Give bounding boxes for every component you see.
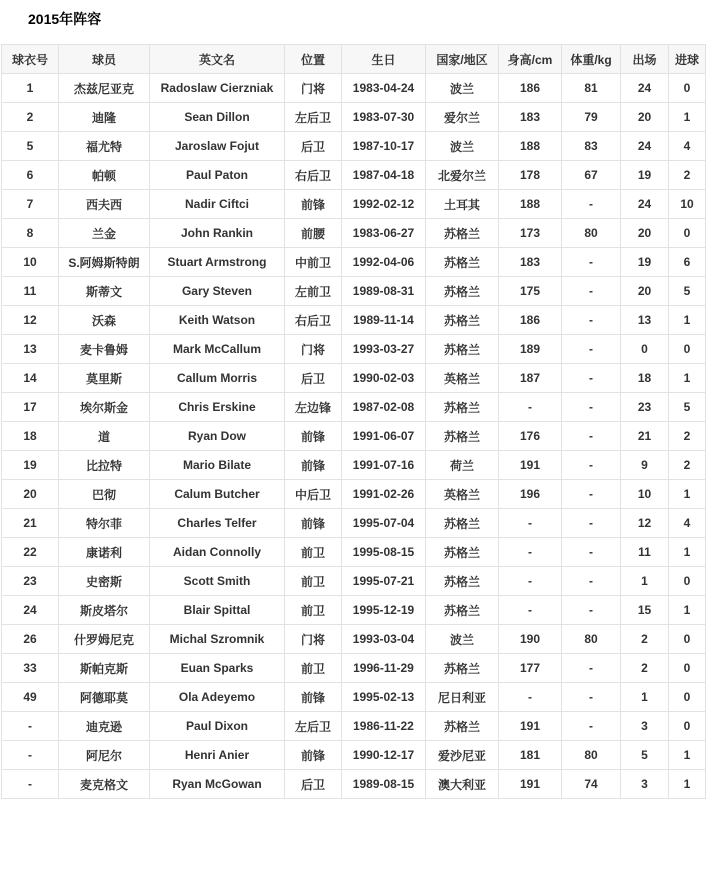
cell-country: 苏格兰 [426,567,499,596]
cell-weight: 81 [562,74,621,103]
header-row [2,45,706,74]
table-row [2,567,706,596]
cell-country: 苏格兰 [426,422,499,451]
cell-appearances: 20 [621,103,669,132]
cell-english-name: Mario Bilate [150,451,285,480]
cell-position: 前卫 [285,567,342,596]
cell-english-name: Aidan Connolly [150,538,285,567]
cell-jersey-number: 12 [2,306,59,335]
cell-country: 波兰 [426,132,499,161]
cell-goals: 5 [669,277,706,306]
cell-country: 爱沙尼亚 [426,741,499,770]
cell-weight: 80 [562,219,621,248]
table-row [2,625,706,654]
cell-player-name: 特尔菲 [59,509,150,538]
cell-jersey-number: - [2,741,59,770]
cell-weight: - [562,277,621,306]
cell-height: 188 [499,190,562,219]
cell-english-name: Chris Erskine [150,393,285,422]
cell-height: - [499,393,562,422]
cell-player-name: 比拉特 [59,451,150,480]
cell-position: 门将 [285,335,342,364]
cell-appearances: 18 [621,364,669,393]
cell-player-name: 沃森 [59,306,150,335]
cell-goals: 2 [669,422,706,451]
cell-position: 前锋 [285,741,342,770]
column-header-goals: 进球 [669,45,706,74]
cell-player-name: 斯皮塔尔 [59,596,150,625]
cell-appearances: 15 [621,596,669,625]
cell-player-name: S.阿姆斯特朗 [59,248,150,277]
column-header-english-name: 英文名 [150,45,285,74]
cell-player-name: 帕顿 [59,161,150,190]
cell-appearances: 23 [621,393,669,422]
cell-goals: 6 [669,248,706,277]
cell-player-name: 斯蒂文 [59,277,150,306]
cell-country: 土耳其 [426,190,499,219]
cell-height: - [499,509,562,538]
cell-jersey-number: - [2,770,59,799]
cell-english-name: Scott Smith [150,567,285,596]
cell-birthday: 1986-11-22 [342,712,426,741]
cell-country: 爱尔兰 [426,103,499,132]
cell-country: 尼日利亚 [426,683,499,712]
cell-height: 188 [499,132,562,161]
column-header-player: 球员 [59,45,150,74]
cell-english-name: Gary Steven [150,277,285,306]
cell-height: 173 [499,219,562,248]
cell-jersey-number: 33 [2,654,59,683]
cell-height: 191 [499,712,562,741]
table-row [2,103,706,132]
cell-weight: 83 [562,132,621,161]
cell-goals: 0 [669,625,706,654]
cell-height: 189 [499,335,562,364]
cell-weight: - [562,393,621,422]
cell-goals: 1 [669,364,706,393]
cell-player-name: 福尤特 [59,132,150,161]
cell-weight: - [562,538,621,567]
cell-jersey-number: 17 [2,393,59,422]
column-header-jersey-number: 球衣号 [2,45,59,74]
table-row [2,509,706,538]
cell-english-name: Paul Dixon [150,712,285,741]
cell-appearances: 20 [621,277,669,306]
cell-birthday: 1993-03-04 [342,625,426,654]
cell-player-name: 杰兹尼亚克 [59,74,150,103]
cell-height: 177 [499,654,562,683]
cell-country: 苏格兰 [426,654,499,683]
cell-english-name: Blair Spittal [150,596,285,625]
cell-goals: 5 [669,393,706,422]
cell-appearances: 9 [621,451,669,480]
cell-position: 左边锋 [285,393,342,422]
cell-position: 左后卫 [285,103,342,132]
cell-height: - [499,596,562,625]
cell-birthday: 1983-04-24 [342,74,426,103]
cell-weight: - [562,567,621,596]
cell-country: 荷兰 [426,451,499,480]
cell-appearances: 24 [621,132,669,161]
cell-position: 左前卫 [285,277,342,306]
column-header-position: 位置 [285,45,342,74]
cell-jersey-number: 11 [2,277,59,306]
cell-country: 苏格兰 [426,248,499,277]
table-row [2,190,706,219]
cell-goals: 0 [669,654,706,683]
cell-jersey-number: 21 [2,509,59,538]
column-header-height: 身高/cm [499,45,562,74]
cell-appearances: 24 [621,74,669,103]
column-header-weight: 体重/kg [562,45,621,74]
cell-weight: 67 [562,161,621,190]
cell-goals: 4 [669,509,706,538]
cell-player-name: 史密斯 [59,567,150,596]
column-header-country: 国家/地区 [426,45,499,74]
cell-goals: 4 [669,132,706,161]
cell-goals: 1 [669,538,706,567]
cell-country: 澳大利亚 [426,770,499,799]
cell-player-name: 阿尼尔 [59,741,150,770]
cell-country: 北爱尔兰 [426,161,499,190]
cell-jersey-number: 19 [2,451,59,480]
cell-english-name: Michal Szromnik [150,625,285,654]
cell-birthday: 1995-08-15 [342,538,426,567]
cell-appearances: 3 [621,712,669,741]
cell-weight: 80 [562,741,621,770]
cell-jersey-number: 49 [2,683,59,712]
cell-birthday: 1992-02-12 [342,190,426,219]
cell-birthday: 1990-02-03 [342,364,426,393]
cell-height: 176 [499,422,562,451]
table-row [2,364,706,393]
cell-goals: 0 [669,335,706,364]
cell-position: 后卫 [285,132,342,161]
cell-birthday: 1991-07-16 [342,451,426,480]
cell-appearances: 21 [621,422,669,451]
cell-position: 右后卫 [285,161,342,190]
cell-player-name: 阿德耶莫 [59,683,150,712]
cell-birthday: 1992-04-06 [342,248,426,277]
cell-weight: - [562,712,621,741]
cell-appearances: 19 [621,161,669,190]
cell-birthday: 1989-11-14 [342,306,426,335]
squad-table [1,44,706,799]
cell-appearances: 10 [621,480,669,509]
cell-country: 英格兰 [426,480,499,509]
column-header-appearances: 出场 [621,45,669,74]
cell-player-name: 迪隆 [59,103,150,132]
cell-height: 175 [499,277,562,306]
cell-position: 前卫 [285,654,342,683]
cell-height: 187 [499,364,562,393]
cell-birthday: 1983-07-30 [342,103,426,132]
cell-jersey-number: 18 [2,422,59,451]
cell-birthday: 1995-02-13 [342,683,426,712]
cell-birthday: 1989-08-15 [342,770,426,799]
table-row [2,74,706,103]
cell-position: 中后卫 [285,480,342,509]
cell-english-name: Ola Adeyemo [150,683,285,712]
cell-position: 后卫 [285,770,342,799]
cell-jersey-number: 22 [2,538,59,567]
table-row [2,480,706,509]
cell-goals: 10 [669,190,706,219]
cell-jersey-number: 7 [2,190,59,219]
cell-height: 186 [499,74,562,103]
cell-birthday: 1987-10-17 [342,132,426,161]
cell-height: 191 [499,451,562,480]
cell-jersey-number: 5 [2,132,59,161]
cell-goals: 1 [669,596,706,625]
table-row [2,538,706,567]
cell-jersey-number: 23 [2,567,59,596]
cell-goals: 0 [669,712,706,741]
table-row [2,219,706,248]
cell-english-name: Ryan McGowan [150,770,285,799]
cell-appearances: 13 [621,306,669,335]
cell-goals: 0 [669,219,706,248]
cell-goals: 0 [669,567,706,596]
cell-weight: 74 [562,770,621,799]
cell-country: 苏格兰 [426,277,499,306]
cell-birthday: 1996-11-29 [342,654,426,683]
cell-english-name: Charles Telfer [150,509,285,538]
cell-player-name: 巴彻 [59,480,150,509]
cell-jersey-number: 2 [2,103,59,132]
cell-weight: - [562,364,621,393]
cell-english-name: Nadir Ciftci [150,190,285,219]
cell-goals: 2 [669,451,706,480]
cell-birthday: 1987-02-08 [342,393,426,422]
cell-birthday: 1983-06-27 [342,219,426,248]
cell-weight: 79 [562,103,621,132]
cell-birthday: 1991-06-07 [342,422,426,451]
cell-position: 前锋 [285,422,342,451]
cell-position: 左后卫 [285,712,342,741]
cell-country: 苏格兰 [426,538,499,567]
cell-english-name: Paul Paton [150,161,285,190]
cell-height: - [499,567,562,596]
cell-appearances: 2 [621,654,669,683]
cell-appearances: 20 [621,219,669,248]
cell-appearances: 12 [621,509,669,538]
cell-position: 门将 [285,625,342,654]
cell-english-name: Callum Morris [150,364,285,393]
cell-birthday: 1989-08-31 [342,277,426,306]
cell-player-name: 埃尔斯金 [59,393,150,422]
cell-player-name: 道 [59,422,150,451]
cell-goals: 2 [669,161,706,190]
table-row [2,712,706,741]
cell-position: 前锋 [285,190,342,219]
cell-player-name: 迪克逊 [59,712,150,741]
cell-birthday: 1995-07-21 [342,567,426,596]
cell-player-name: 麦克格文 [59,770,150,799]
cell-english-name: Henri Anier [150,741,285,770]
cell-goals: 0 [669,74,706,103]
cell-jersey-number: 26 [2,625,59,654]
cell-english-name: Stuart Armstrong [150,248,285,277]
cell-appearances: 0 [621,335,669,364]
table-row [2,132,706,161]
cell-jersey-number: 13 [2,335,59,364]
cell-english-name: Mark McCallum [150,335,285,364]
cell-weight: - [562,422,621,451]
table-row [2,161,706,190]
cell-country: 波兰 [426,74,499,103]
cell-height: - [499,683,562,712]
cell-player-name: 什罗姆尼克 [59,625,150,654]
cell-height: 183 [499,103,562,132]
cell-weight: - [562,306,621,335]
cell-birthday: 1987-04-18 [342,161,426,190]
cell-jersey-number: 8 [2,219,59,248]
cell-position: 前锋 [285,451,342,480]
table-row [2,770,706,799]
cell-appearances: 3 [621,770,669,799]
cell-weight: 80 [562,625,621,654]
cell-position: 后卫 [285,364,342,393]
cell-height: 183 [499,248,562,277]
cell-country: 苏格兰 [426,712,499,741]
cell-appearances: 19 [621,248,669,277]
cell-appearances: 1 [621,567,669,596]
cell-goals: 1 [669,103,706,132]
cell-player-name: 麦卡鲁姆 [59,335,150,364]
cell-country: 苏格兰 [426,219,499,248]
cell-jersey-number: 6 [2,161,59,190]
cell-position: 右后卫 [285,306,342,335]
cell-goals: 0 [669,683,706,712]
cell-jersey-number: - [2,712,59,741]
cell-country: 苏格兰 [426,393,499,422]
cell-jersey-number: 1 [2,74,59,103]
cell-height: - [499,538,562,567]
cell-english-name: Euan Sparks [150,654,285,683]
cell-english-name: Sean Dillon [150,103,285,132]
cell-weight: - [562,683,621,712]
cell-height: 191 [499,770,562,799]
table-body [2,74,706,799]
cell-appearances: 2 [621,625,669,654]
cell-goals: 1 [669,741,706,770]
table-row [2,277,706,306]
cell-height: 196 [499,480,562,509]
cell-birthday: 1990-12-17 [342,741,426,770]
cell-goals: 1 [669,770,706,799]
cell-player-name: 莫里斯 [59,364,150,393]
cell-country: 波兰 [426,625,499,654]
cell-jersey-number: 10 [2,248,59,277]
cell-country: 苏格兰 [426,596,499,625]
cell-weight: - [562,509,621,538]
cell-appearances: 1 [621,683,669,712]
cell-weight: - [562,335,621,364]
table-row [2,451,706,480]
cell-player-name: 斯帕克斯 [59,654,150,683]
table-row [2,654,706,683]
cell-birthday: 1995-12-19 [342,596,426,625]
cell-position: 门将 [285,74,342,103]
cell-position: 前锋 [285,683,342,712]
cell-weight: - [562,654,621,683]
table-row [2,596,706,625]
table-row [2,393,706,422]
cell-appearances: 5 [621,741,669,770]
cell-birthday: 1995-07-04 [342,509,426,538]
cell-appearances: 11 [621,538,669,567]
table-row [2,741,706,770]
cell-weight: - [562,596,621,625]
cell-height: 190 [499,625,562,654]
cell-player-name: 兰金 [59,219,150,248]
cell-jersey-number: 20 [2,480,59,509]
cell-english-name: Jaroslaw Fojut [150,132,285,161]
cell-birthday: 1991-02-26 [342,480,426,509]
table-header [2,45,706,74]
cell-position: 前腰 [285,219,342,248]
cell-english-name: Radoslaw Cierzniak [150,74,285,103]
cell-english-name: John Rankin [150,219,285,248]
cell-weight: - [562,480,621,509]
cell-english-name: Ryan Dow [150,422,285,451]
cell-birthday: 1993-03-27 [342,335,426,364]
cell-player-name: 康诺利 [59,538,150,567]
cell-weight: - [562,451,621,480]
cell-position: 前锋 [285,509,342,538]
cell-jersey-number: 24 [2,596,59,625]
cell-english-name: Keith Watson [150,306,285,335]
table-row [2,248,706,277]
cell-goals: 1 [669,480,706,509]
cell-position: 前卫 [285,596,342,625]
cell-country: 苏格兰 [426,335,499,364]
cell-english-name: Calum Butcher [150,480,285,509]
cell-height: 178 [499,161,562,190]
table-row [2,683,706,712]
cell-goals: 1 [669,306,706,335]
cell-height: 186 [499,306,562,335]
cell-country: 英格兰 [426,364,499,393]
cell-weight: - [562,190,621,219]
cell-country: 苏格兰 [426,306,499,335]
table-row [2,422,706,451]
column-header-birthday: 生日 [342,45,426,74]
cell-height: 181 [499,741,562,770]
cell-jersey-number: 14 [2,364,59,393]
cell-weight: - [562,248,621,277]
table-row [2,306,706,335]
cell-appearances: 24 [621,190,669,219]
table-row [2,335,706,364]
cell-position: 前卫 [285,538,342,567]
page-title: 2015年阵容 [28,11,102,27]
cell-position: 中前卫 [285,248,342,277]
cell-country: 苏格兰 [426,509,499,538]
cell-player-name: 西夫西 [59,190,150,219]
